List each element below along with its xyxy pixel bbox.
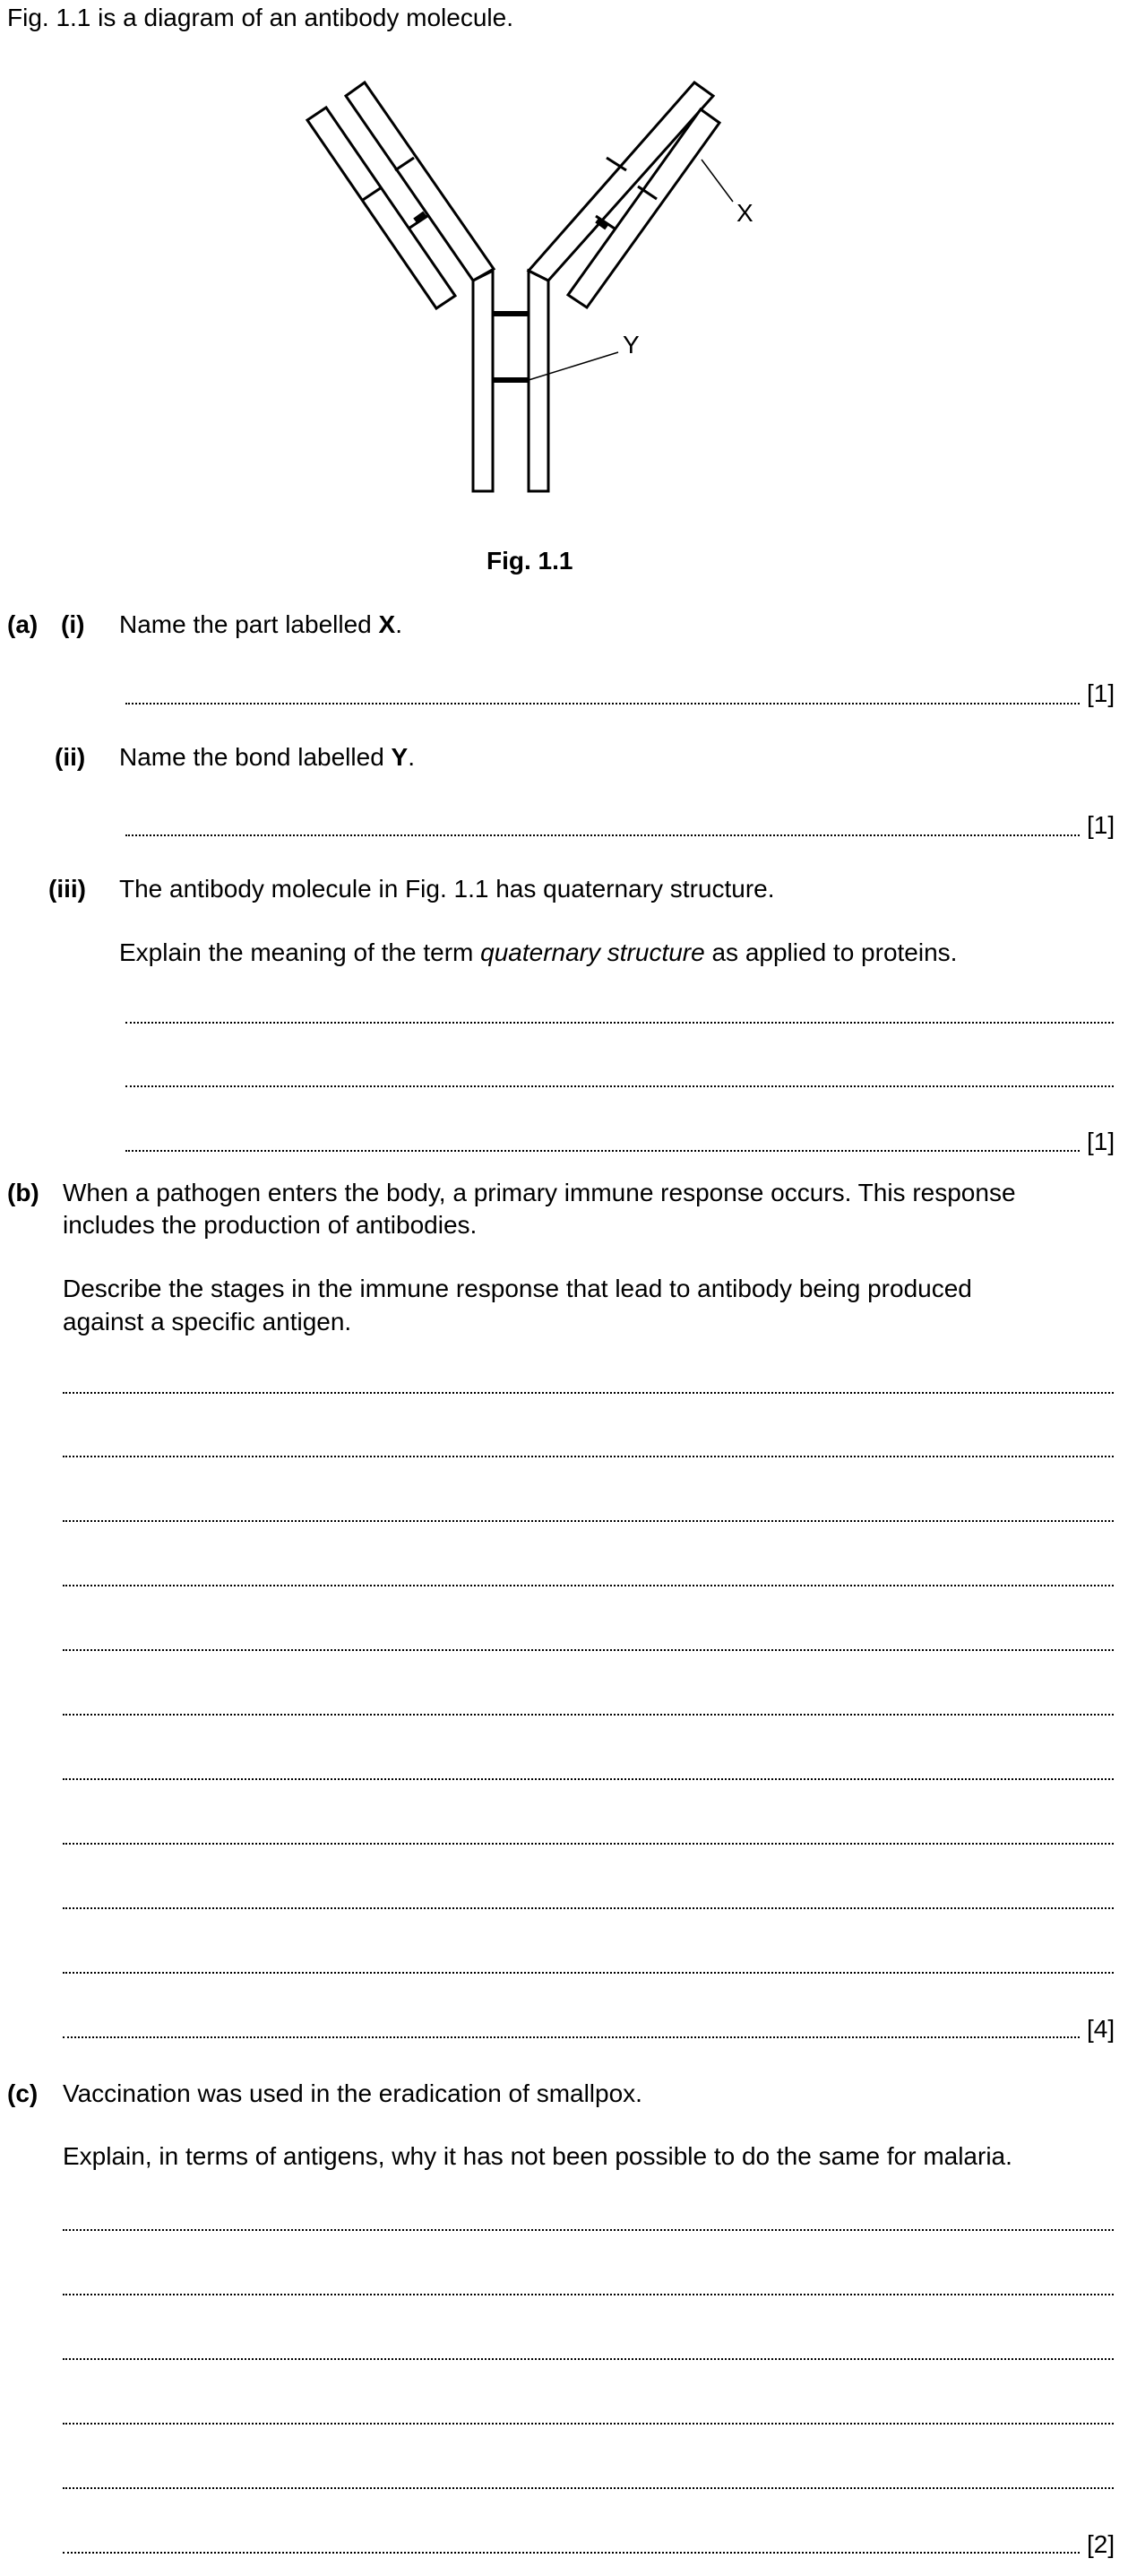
marks-b: [4] bbox=[1087, 2015, 1115, 2043]
answer-line-b-5[interactable] bbox=[63, 1649, 1114, 1651]
marks-c: [2] bbox=[1087, 2530, 1115, 2558]
answer-line-b-6[interactable] bbox=[63, 1714, 1114, 1716]
antibody-diagram bbox=[0, 0, 1128, 556]
label-x: X bbox=[736, 199, 753, 227]
part-a-i-question: Name the part labelled X. bbox=[119, 610, 402, 638]
marks-a-i: [1] bbox=[1087, 679, 1115, 707]
part-a-label: (a) bbox=[7, 610, 39, 638]
answer-line-a-ii[interactable] bbox=[125, 834, 1080, 836]
figure-caption: Fig. 1.1 bbox=[487, 547, 573, 575]
part-c-label: (c) bbox=[7, 2079, 39, 2107]
part-b-line-2: includes the production of antibodies. bbox=[63, 1211, 478, 1239]
part-c-question: Explain, in terms of antigens, why it has not been possible to do the same for malaria. bbox=[63, 2142, 1012, 2170]
part-b-line-1: When a pathogen enters the body, a primary immune response occurs. This response bbox=[63, 1179, 1016, 1206]
part-b-question-2: against a specific antigen. bbox=[63, 1308, 352, 1336]
part-a-iii-statement: The antibody molecule in Fig. 1.1 has quaternary structure. bbox=[119, 875, 775, 903]
stem-left-chain bbox=[473, 271, 493, 491]
answer-line-b-7[interactable] bbox=[63, 1778, 1114, 1780]
answer-line-a-iii-3[interactable] bbox=[125, 1150, 1080, 1152]
answer-line-c-2[interactable] bbox=[63, 2294, 1114, 2295]
part-a-iii-question: Explain the meaning of the term quaternary structure as applied to proteins. bbox=[119, 938, 958, 966]
part-b-question-1: Describe the stages in the immune response that lead to antibody being produced bbox=[63, 1275, 972, 1302]
part-a-i-label: (i) bbox=[61, 610, 85, 638]
leader-line-x bbox=[702, 160, 733, 202]
answer-line-b-2[interactable] bbox=[63, 1456, 1114, 1457]
marks-a-ii: [1] bbox=[1087, 811, 1115, 839]
part-b-label: (b) bbox=[7, 1179, 39, 1206]
label-y: Y bbox=[623, 331, 640, 359]
answer-line-a-i[interactable] bbox=[125, 703, 1080, 705]
part-c-statement: Vaccination was used in the eradication of smallpox. bbox=[63, 2079, 642, 2107]
part-a-iii-label: (iii) bbox=[48, 875, 86, 903]
answer-line-b-1[interactable] bbox=[63, 1392, 1114, 1394]
marks-a-iii: [1] bbox=[1087, 1128, 1115, 1155]
answer-line-c-3[interactable] bbox=[63, 2358, 1114, 2360]
answer-line-b-3[interactable] bbox=[63, 1520, 1114, 1522]
answer-line-b-4[interactable] bbox=[63, 1585, 1114, 1586]
answer-line-b-9[interactable] bbox=[63, 1907, 1114, 1909]
stem-right-chain bbox=[529, 271, 548, 491]
answer-line-c-1[interactable] bbox=[63, 2229, 1114, 2231]
answer-line-c-5[interactable] bbox=[63, 2487, 1114, 2489]
answer-line-a-iii-1[interactable] bbox=[125, 1022, 1114, 1024]
answer-line-c-4[interactable] bbox=[63, 2423, 1114, 2425]
answer-line-c-6[interactable] bbox=[63, 2552, 1080, 2554]
answer-line-b-10[interactable] bbox=[63, 1972, 1114, 1974]
part-a-ii-label: (ii) bbox=[55, 743, 86, 771]
answer-line-a-iii-2[interactable] bbox=[125, 1085, 1114, 1087]
intro-text: Fig. 1.1 is a diagram of an antibody molecule. bbox=[7, 4, 513, 31]
answer-line-b-8[interactable] bbox=[63, 1843, 1114, 1845]
part-a-ii-question: Name the bond labelled Y. bbox=[119, 743, 416, 771]
answer-line-b-11[interactable] bbox=[63, 2036, 1080, 2038]
